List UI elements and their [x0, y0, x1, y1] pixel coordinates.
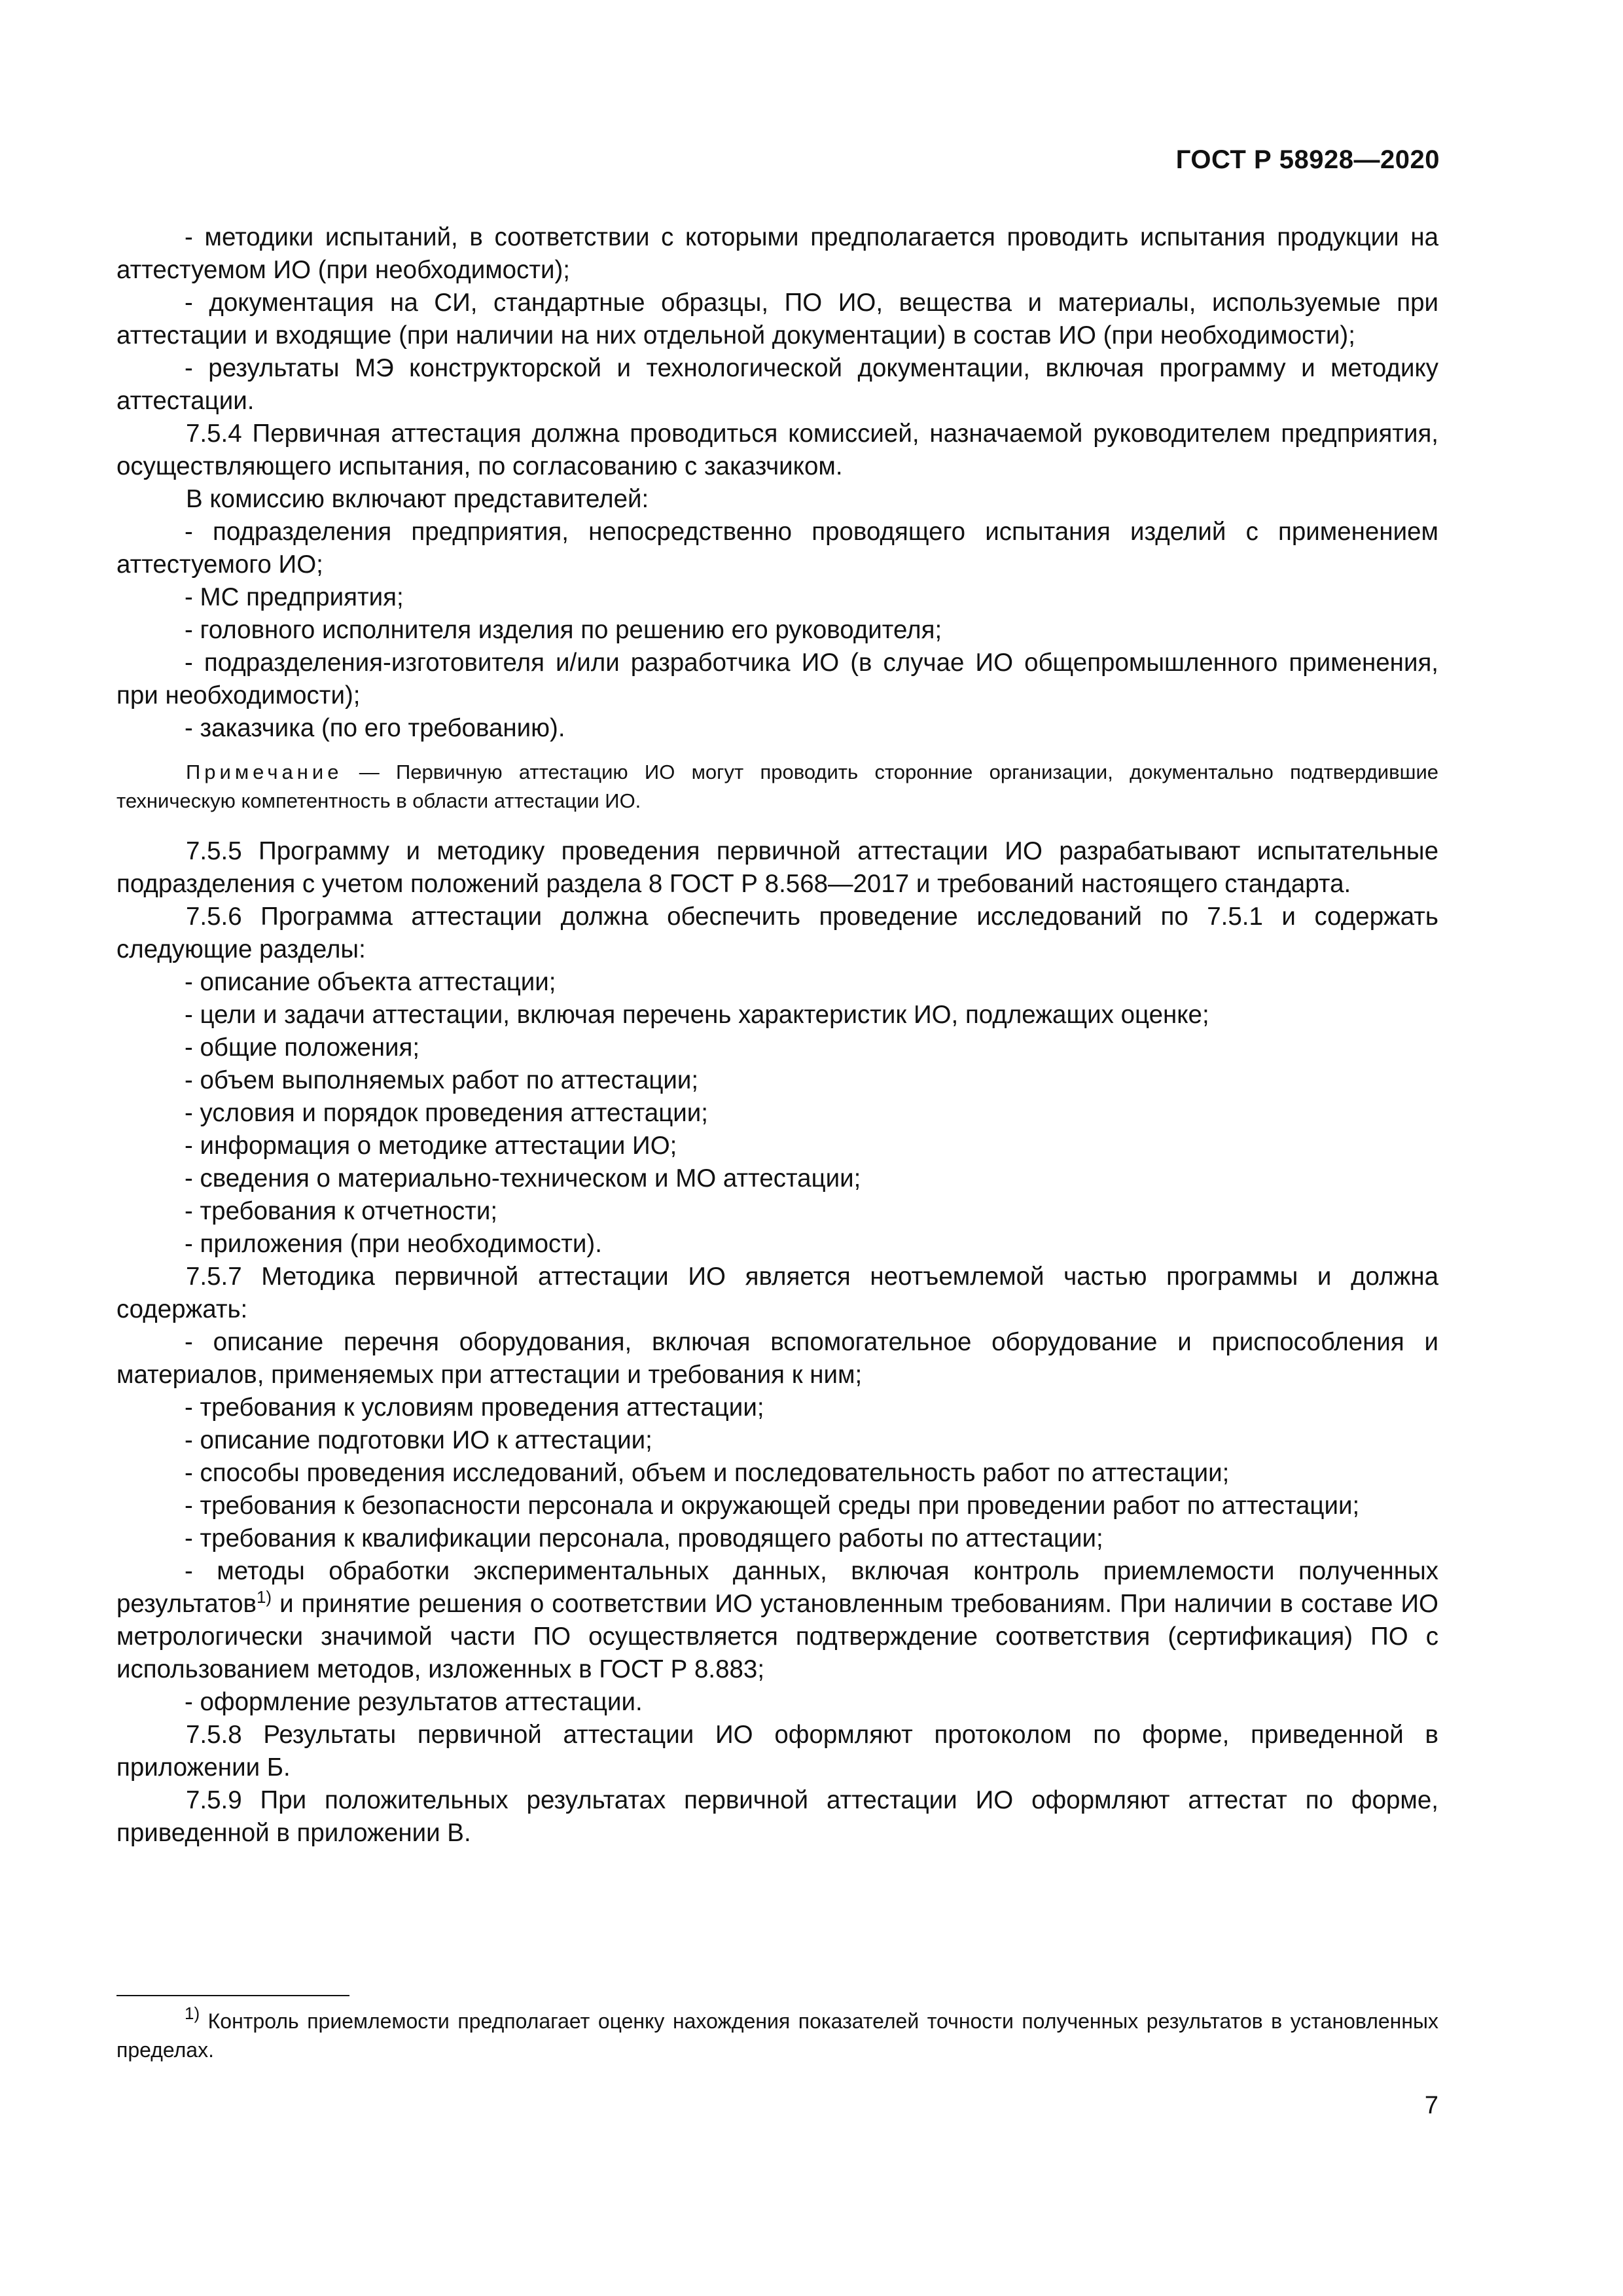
- body-text: [116, 221, 1438, 1850]
- footnote-mark: 1): [185, 2003, 200, 2023]
- clause-7-5-9: 7.5.9 При положительных результатах первичной аттестации ИО оформляют аттестат по форме, приведенной в приложении В.: [116, 1786, 1438, 1847]
- list-item: - способы проведения исследований, объем и последовательность работ по аттестации;: [185, 1459, 1230, 1487]
- list-item: - заказчика (по его требованию).: [185, 714, 565, 742]
- list-item: - описание объекта аттестации;: [185, 968, 556, 996]
- clause-7-5-5: 7.5.5 Программу и методику проведения первичной аттестации ИО разрабатывают испытательные подразделения с учетом положений раздела 8 ГОСТ Р 8.568—2017 и требований настоящего стандарта.: [116, 837, 1438, 898]
- list-item: - подразделения-изготовителя и/или разработчика ИО (в случае ИО общепромышленного применения, при необходимости);: [116, 649, 1438, 709]
- list-item: - информация о методике аттестации ИО;: [185, 1132, 677, 1160]
- list-item: - документация на СИ, стандартные образцы, ПО ИО, вещества и материалы, используемые при аттестации и входящие (при наличии на них отдельной документации) в состав ИО (при необходимости);: [116, 289, 1438, 350]
- standard-code-header: ГОСТ Р 58928—2020: [1175, 145, 1440, 174]
- list-item: - требования к безопасности персонала и окружающей среды при проведении работ по аттестации;: [185, 1492, 1360, 1520]
- list-item: - общие положения;: [185, 1033, 420, 1062]
- list-item: - описание подготовки ИО к аттестации;: [185, 1426, 652, 1454]
- paragraph: В комиссию включают представителей:: [186, 485, 649, 513]
- list-item: - приложения (при необходимости).: [185, 1230, 602, 1258]
- footnote: [116, 2003, 1438, 2064]
- clause-7-5-4: 7.5.4 Первичная аттестация должна проводиться комиссией, назначаемой руководителем предприятия, осуществляющего испытания, по согласованию с заказчиком.: [116, 420, 1438, 480]
- list-item-text-end: и принятие решения о соответствии ИО установленным требованиям. При наличии в составе ИО метрологически значимой части ПО осуществляется подтверждение соответствия (сертификация) ПО с использованием методов, изложенных в ГОСТ Р 8.883;: [116, 1590, 1438, 1683]
- list-item: - оформление результатов аттестации.: [185, 1688, 643, 1716]
- footnote-reference: 1): [256, 1587, 272, 1607]
- list-item: - описание перечня оборудования, включая вспомогательное оборудование и приспособления и материалов, применяемых при аттестации и требования к ним;: [116, 1328, 1438, 1389]
- page-number: 7: [1424, 2092, 1438, 2119]
- note: [116, 758, 1438, 816]
- list-item: - условия и порядок проведения аттестации;: [185, 1099, 708, 1127]
- list-item: - цели и задачи аттестации, включая перечень характеристик ИО, подлежащих оценке;: [185, 1001, 1209, 1029]
- list-item: - сведения о материально-техническом и МО аттестации;: [185, 1164, 861, 1193]
- list-item: - МС предприятия;: [185, 583, 404, 611]
- list-item-text-start: - методы обработки экспериментальных данных, включая контроль приемлемости полученных результатов: [116, 1557, 1438, 1618]
- clause-7-5-7: 7.5.7 Методика первичной аттестации ИО является неотъемлемой частью программы и должна содержать:: [116, 1263, 1438, 1323]
- footnote-text: Контроль приемлемости предполагает оценку нахождения показателей точности полученных результатов в установленных пределах.: [116, 2009, 1438, 2062]
- list-item: - объем выполняемых работ по аттестации;: [185, 1066, 699, 1094]
- note-text: — Первичную аттестацию ИО могут проводить сторонние организации, документально подтвердившие техническую компетентность в области аттестации ИО.: [116, 761, 1438, 812]
- clause-7-5-8: 7.5.8 Результаты первичной аттестации ИО оформляют протоколом по форме, приведенной в приложении Б.: [116, 1721, 1438, 1782]
- list-item: - результаты МЭ конструкторской и технологической документации, включая программу и методику аттестации.: [116, 354, 1438, 415]
- list-item: - требования к отчетности;: [185, 1197, 498, 1225]
- note-label: Примечание: [186, 761, 343, 783]
- footnote-divider: [116, 1995, 349, 1996]
- list-item: - подразделения предприятия, непосредственно проводящего испытания изделий с применением аттестуемого ИО;: [116, 518, 1438, 579]
- clause-7-5-6: 7.5.6 Программа аттестации должна обеспечить проведение исследований по 7.5.1 и содержать следующие разделы:: [116, 903, 1438, 963]
- list-item: - требования к условиям проведения аттестации;: [185, 1393, 764, 1422]
- list-item: [116, 1555, 1438, 1686]
- list-item: - требования к квалификации персонала, проводящего работы по аттестации;: [185, 1524, 1103, 1552]
- list-item: - головного исполнителя изделия по решению его руководителя;: [185, 616, 942, 644]
- list-item: - методики испытаний, в соответствии с которыми предполагается проводить испытания продукции на аттестуемом ИО (при необходимости);: [116, 223, 1438, 284]
